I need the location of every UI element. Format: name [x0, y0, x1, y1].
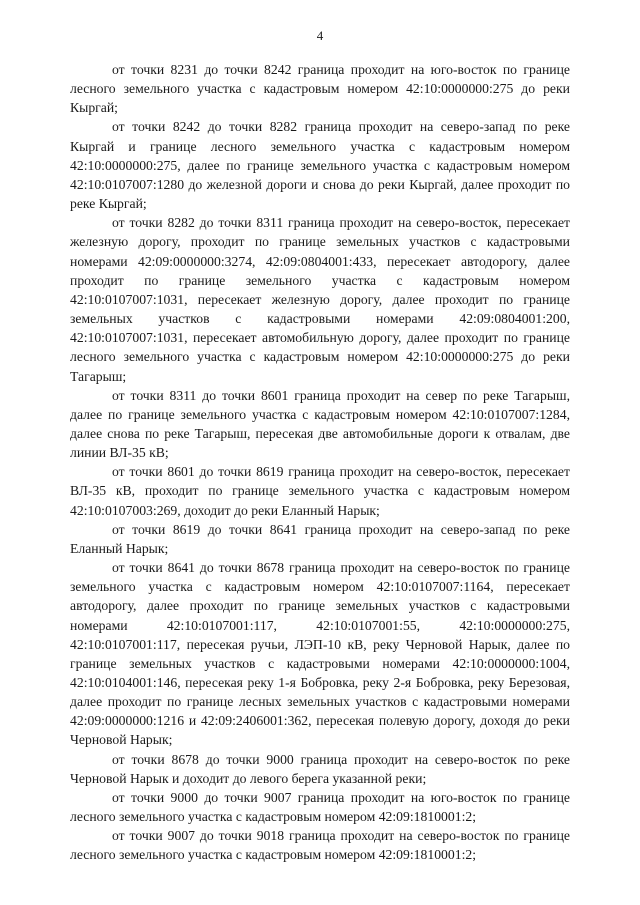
paragraph-4: от точки 8311 до точки 8601 граница проходит на север по реке Тагарыш, далее по границе земельного участка с кадастровым номером 42:10:0107007:1284, далее снова по реке Тагарыш, пересекая две автомобильные дороги к отвалам, две линии ВЛ-35 кВ;: [70, 387, 570, 461]
paragraph-8: от точки 8678 до точки 9000 граница проходит на северо-восток по реке Черновой Нарык и доходит до левого берега указанной реки;: [70, 751, 570, 786]
page-number: 4: [316, 28, 324, 43]
paragraph-7: от точки 8641 до точки 8678 граница проходит на северо-восток по границе земельного участка с кадастровым номером 42:10:0107007:1164, пересекает автодорогу, далее проходит по границе земельных участков с кадастровыми номерами 42:10:0107001:117, 42:10:0107001:55, 42:10:0000000:275, 42:10:0107001:117, пересекая ручьи, ЛЭП-10 кВ, реку Черновой Нарык, далее по границе земельных участков с кадастровыми номерами 42:10:0000000:1004, 42:10:0104001:146, пересекая реку 1-я Бобровка, реку 2-я Бобровка, реку Березовая, далее проходит по границе лесных земельных участков с кадастровыми номерами 42:09:0000000:1216 и 42:09:2406001:362, пересекая полевую дорогу, доходя до реки Черновой Нарык;: [70, 560, 570, 748]
paragraph-10: от точки 9007 до точки 9018 граница проходит на северо-восток по границе лесного земельного участка с кадастровым номером 42:09:1810001:2;: [70, 828, 570, 863]
paragraph-1: от точки 8231 до точки 8242 граница проходит на юго-восток по границе лесного земельного участка с кадастровым номером 42:10:0000000:275 до реки Кыргай;: [70, 62, 570, 116]
document-body: [70, 60, 570, 865]
paragraph-9: от точки 9000 до точки 9007 граница проходит на юго-восток по границе лесного земельного участка с кадастровым номером 42:09:1810001:2;: [70, 789, 570, 825]
paragraph-3: от точки 8282 до точки 8311 граница проходит на северо-восток, пересекает железную дорогу, проходит по границе земельных участков с кадастровыми номерами 42:09:0000000:3274, 42:09:0804001:433, пересекает автодорогу, далее проходит по границе земельного участка с кадастровым номером 42:10:0107007:1031, пересекает железную дорогу, далее проходит по границе земельных участков с кадастровыми номерами 42:09:0804001:200, 42:10:0107007:1031, пересекает автомобильную дорогу, далее проходит по границе лесного земельного участка с кадастровым номером 42:10:0000000:275 до реки Тагарыш;: [70, 215, 570, 384]
paragraph-6: от точки 8619 до точки 8641 граница проходит на северо-запад по реке Еланный Нарык;: [70, 521, 570, 556]
paragraph-5: от точки 8601 до точки 8619 граница проходит на северо-восток, пересекает ВЛ-35 кВ, проходит по границе земельного участка с кадастровым номером 42:10:0107003:269, доходит до реки Еланный Нарык;: [70, 464, 570, 518]
paragraph-2: от точки 8242 до точки 8282 граница проходит на северо-запад по реке Кыргай и границе лесного земельного участка с кадастровым номером 42:10:0000000:275, далее по границе земельного участка с кадастровым номером 42:10:0107007:1280 до железной дороги и снова до реки Кыргай, далее проходит по реке Кыргай;: [70, 119, 570, 212]
